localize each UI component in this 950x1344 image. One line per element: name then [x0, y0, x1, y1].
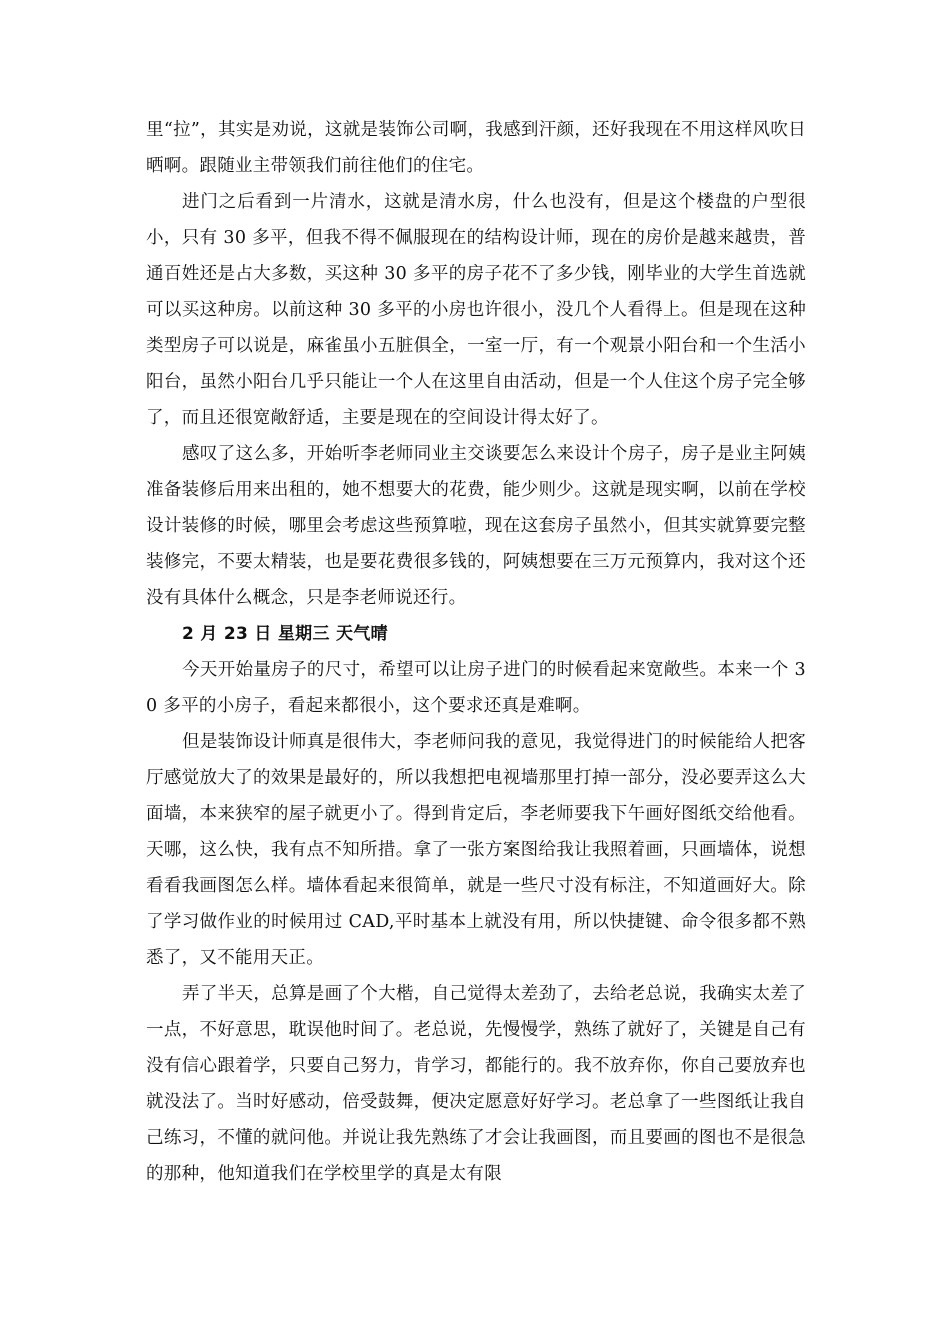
paragraph-2: 进门之后看到一片清水，这就是清水房，什么也没有，但是这个楼盘的户型很小，只有 30 多平，但我不得不佩服现在的结构设计师，现在的房价是越来越贵，普通百姓还是占大多数，买这种 30 多平的房子花不了多少钱，刚毕业的大学生首选就可以买这种房。以前这种 30 多平的小房也许很小，没几个人看得上。但是现在这种类型房子可以说是，麻雀虽小五脏俱全，一室一厅，有一个观景小阳台和一个生活小阳台，虽然小阳台几乎只能让一个人在这里自由活动，但是一个人住这个房子完全够了，而且还很宽敞舒适，主要是现在的空间设计得太好了。	[146, 192, 806, 428]
date-heading: 2 月 23 日 星期三 天气晴	[182, 624, 388, 644]
paragraph-3: 感叹了这么多，开始听李老师同业主交谈要怎么来设计个房子，房子是业主阿姨准备装修后用来出租的，她不想要大的花费，能少则少。这就是现实啊，以前在学校设计装修的时候，哪里会考虑这些预算啦，现在这套房子虽然小，但其实就算要完整装修完，不要太精装，也是要花费很多钱的，阿姨想要在三万元预算内，我对这个还没有具体什么概念，只是李老师说还行。	[146, 444, 806, 608]
document-page	[146, 112, 806, 1192]
paragraph-4: 今天开始量房子的尺寸，希望可以让房子进门的时候看起来宽敞些。本来一个 30 多平的小房子，看起来都很小，这个要求还真是难啊。	[146, 660, 806, 716]
paragraph-5: 但是装饰设计师真是很伟大，李老师问我的意见，我觉得进门的时候能给人把客厅感觉放大了的效果是最好的，所以我想把电视墙那里打掉一部分，没必要弄这么大面墙，本来狭窄的屋子就更小了。得到肯定后，李老师要我下午画好图纸交给他看。天哪，这么快，我有点不知所措。拿了一张方案图给我让我照着画，只画墙体，说想看看我画图怎么样。墙体看起来很简单，就是一些尺寸没有标注，不知道画好大。除了学习做作业的时候用过 CAD,平时基本上就没有用，所以快捷键、命令很多都不熟悉了，又不能用天正。	[146, 732, 806, 968]
paragraph-1: 里“拉”，其实是劝说，这就是装饰公司啊，我感到汗颜，还好我现在不用这样风吹日晒啊。跟随业主带领我们前往他们的住宅。	[146, 120, 806, 176]
paragraph-6: 弄了半天，总算是画了个大楷，自己觉得太差劲了，去给老总说，我确实太差了一点，不好意思，耽误他时间了。老总说，先慢慢学，熟练了就好了，关键是自己有没有信心跟着学，只要自己努力，肯学习，都能行的。我不放弃你，你自己要放弃也就没法了。当时好感动，倍受鼓舞，便决定愿意好好学习。老总拿了一些图纸让我自己练习，不懂的就问他。并说让我先熟练了才会让我画图，而且要画的图也不是很急的那种，他知道我们在学校里学的真是太有限	[146, 984, 806, 1184]
